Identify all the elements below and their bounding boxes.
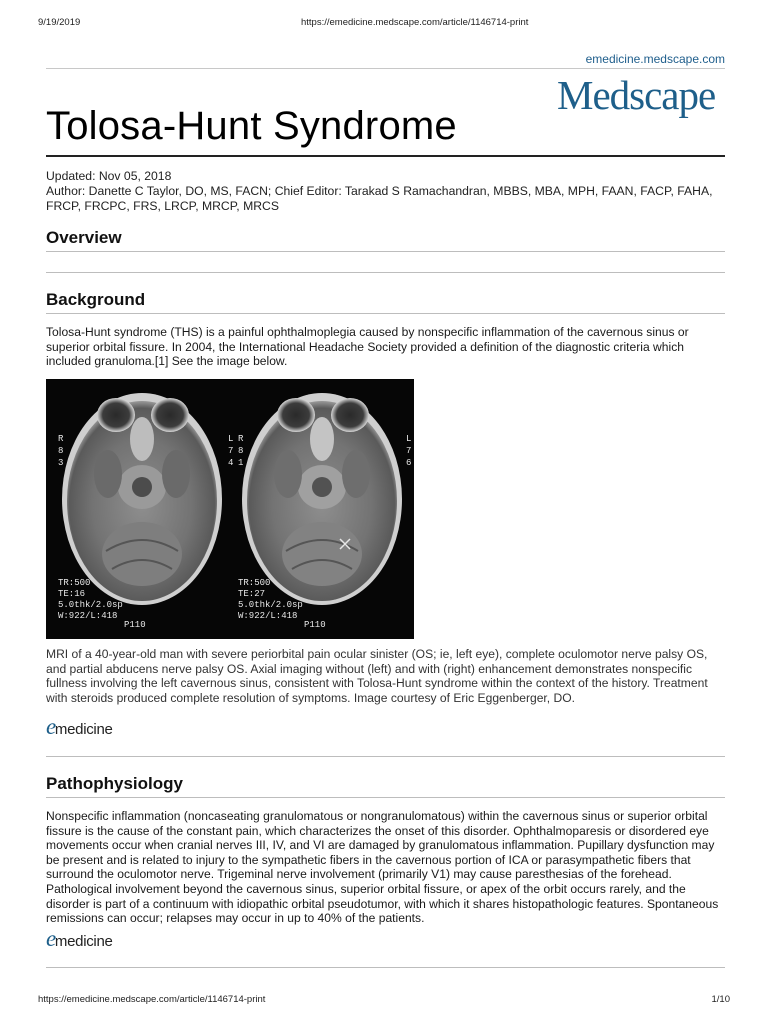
emedicine-logo-2 (46, 926, 113, 952)
section-heading-background: Background (46, 290, 146, 309)
background-end-divider (46, 756, 725, 757)
section-heading-pathophysiology: Pathophysiology (46, 774, 183, 793)
updated-date: Updated: Nov 05, 2018 (46, 169, 172, 183)
mri-right-tag: P110 (304, 620, 326, 630)
author-line: Author: Danette C Taylor, DO, MS, FACN; Chief Editor: Tarakad S Ramachandran, MBBS, MBA, MPH, FAAN, FACP, FAHA, FRCP, FRCPC, FRS, LRCP, MRCP, MRCS (46, 184, 713, 213)
mri-left-param-3: 5.0thk/2.0sp (58, 600, 123, 610)
mri-image[interactable] (46, 379, 414, 639)
emedicine-logo-text: medicine (54, 721, 113, 738)
logo-scape: scape (629, 72, 716, 118)
mri-left-param-2: TE:16 (58, 589, 86, 599)
section-heading-overview: Overview (46, 228, 122, 247)
print-url: https://emedicine.medscape.com/article/1146714-print (301, 17, 529, 28)
mri-left-num-r-1: 8 (58, 446, 64, 456)
mri-right-side-r: R (238, 434, 244, 444)
page-number: 1/10 (711, 994, 730, 1005)
mri-right-param-1: TR:500 (238, 578, 271, 588)
mri-right-param-2: TE:27 (238, 589, 266, 599)
mri-left-side-l: L (228, 434, 234, 444)
figure-caption: MRI of a 40-year-old man with severe periorbital pain ocular sinister (OS; ie, left eye), complete oculomotor nerve palsy OS, and partial abducens nerve palsy OS. Axial imaging without (left) and with (right) enhancement demonstrates nonspecific fullness involving the left cavernous sinus, consistent with Tolosa-Hunt syndrome within the context of the history. Treatment with steroids produced complete resolution of symptoms. Image courtesy of Eric Eggenberger, DO. (46, 647, 708, 705)
mri-right-side-l: L (406, 434, 412, 444)
mri-left-side-r: R (58, 434, 64, 444)
title-divider (46, 155, 725, 157)
mri-scan-left (62, 393, 222, 605)
page-title: Tolosa-Hunt Syndrome (46, 104, 457, 148)
logo-med: Med (557, 72, 630, 118)
print-footer (38, 994, 730, 1008)
overview-end-divider (46, 272, 725, 273)
emedicine-logo-e: e (46, 714, 56, 739)
mri-left-num-r-2: 3 (58, 458, 64, 468)
mri-left-num-l-1: 7 (228, 446, 234, 456)
mri-figure (46, 379, 414, 639)
background-divider (46, 313, 725, 314)
emedicine-logo-2-text: medicine (54, 933, 113, 950)
emedicine-logo (46, 714, 113, 740)
mri-scan-right (242, 393, 402, 605)
mri-left-param-1: TR:500 (58, 578, 91, 588)
pathophysiology-paragraph: Nonspecific inflammation (noncaseating granulomatous or nongranulomatous) within the cavernous sinus or superior orbital fissure is the cause of the constant pain, which characterizes the onset of this disorder. Ophthalmoparesis or disordered eye movements occur when cranial nerves III, IV, and VI are damaged by granulomatous inflammation. Pupillary dysfunction may be present and is related to injury to the sympathetic fibers in the cavernous portion of ICA or parasympathetic fibers that surround the oculomotor nerve. Trigeminal nerve involvement (primarily V1) may cause paresthesias of the forehead. Pathological involvement beyond the cavernous sinus, superior orbital fissure, or apex of the orbit occurs rarely, and the disorder is part of a continuum with idiopathic orbital pseudotumor, with which it shares histopathologic features. Spontaneous remissions can occur; relapses may occur in up to 40% of the patients. (46, 809, 719, 926)
background-paragraph: Tolosa-Hunt syndrome (THS) is a painful ophthalmoplegia caused by nonspecific inflammation of the cavernous sinus or superior orbital fissure. In 2004, the International Headache Society provided a definition of the diagnostic criteria which included granuloma.[1] See the image below. (46, 325, 689, 369)
mri-right-param-3: 5.0thk/2.0sp (238, 600, 303, 610)
print-date: 9/19/2019 (38, 17, 81, 28)
overview-divider (46, 251, 725, 252)
mri-right-num-r-2: 1 (238, 458, 244, 468)
top-divider (46, 68, 725, 69)
mri-left-tag: P110 (124, 620, 146, 630)
mri-right-num-l-1: 7 (406, 446, 412, 456)
medscape-logo (557, 74, 725, 116)
site-link[interactable]: emedicine.medscape.com (585, 52, 725, 66)
mri-left-num-l-2: 4 (228, 458, 234, 468)
mri-left-param-4: W:922/L:418 (58, 611, 118, 621)
pathophysiology-end-divider (46, 967, 725, 968)
mri-right-num-l-2: 6 (406, 458, 412, 468)
mri-right-param-4: W:922/L:418 (238, 611, 298, 621)
mri-right-num-r-1: 8 (238, 446, 244, 456)
pathophysiology-divider (46, 797, 725, 798)
article-meta (46, 169, 726, 214)
footer-url: https://emedicine.medscape.com/article/1146714-print (38, 994, 266, 1005)
print-header (38, 17, 725, 31)
emedicine-logo-2-e: e (46, 926, 56, 951)
